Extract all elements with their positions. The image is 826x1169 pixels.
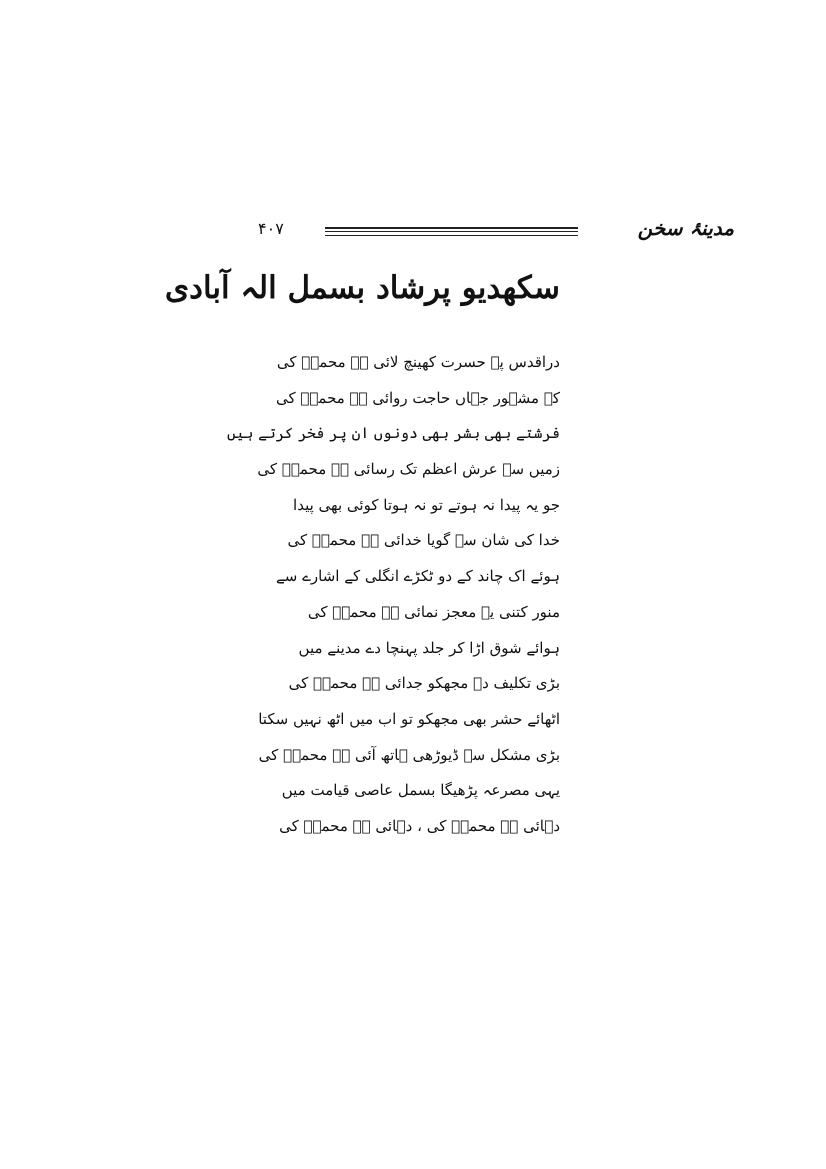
page-number: ۴۰۷ <box>258 219 284 238</box>
header-rule-lower <box>325 235 578 236</box>
verse-line: فرشتے بھی بشر بھی دونوں ان پر فخر کرتے ہیں <box>227 424 560 443</box>
verse-line: بڑی مشکل سے ڈیوڑھی ہاتھ آئی ہے محمدؐ کی <box>258 745 560 764</box>
verse-line: ہوئے اک چاند کے دو ٹکڑے انگلی کے اشارے سے <box>276 567 560 586</box>
verse-line: دہائی ہے محمدؐ کی ، دہائی ہے محمدؐ کی <box>279 816 560 835</box>
verse-line: زمیں سے عرش اعظم تک رسائی ہے محمدؐ کی <box>257 460 560 479</box>
verse-line: جو یہ پیدا نہ ہوتے تو نہ ہوتا کوئی بھی پیدا <box>293 495 560 514</box>
verse-line: منور کتنی یہ معجز نمائی ہے محمدؐ کی <box>307 602 560 621</box>
book-title: مدینۂ سخن <box>637 216 734 240</box>
header-rule <box>325 227 578 232</box>
verse-line: یہی مصرعہ پڑھیگا بسمل عاصی قیامت میں <box>281 781 560 800</box>
verse-line: اٹھائے حشر بھی مجھکو تو اب میں اٹھ نہیں سکتا <box>258 709 560 728</box>
verse-line: ہوائے شوق اڑا کر جلد پہنچا دے مدینے میں <box>298 638 560 657</box>
verse-line: کہ مشہور جہاں حاجت روائی ہے محمدؐ کی <box>275 388 560 407</box>
verse-line: خدا کی شان سے گویا خدائی ہے محمدؐ کی <box>287 531 560 550</box>
poem-verses <box>227 352 560 852</box>
verse-line: بڑی تکلیف دہ مجھکو جدائی ہے محمدؐ کی <box>288 674 560 693</box>
poem-title: سکھدیو پرشاد بسمل الہ آبادی <box>164 270 560 306</box>
verse-line: دراقدس پہ حسرت کھینچ لائی ہے محمدؐ کی <box>276 353 560 371</box>
